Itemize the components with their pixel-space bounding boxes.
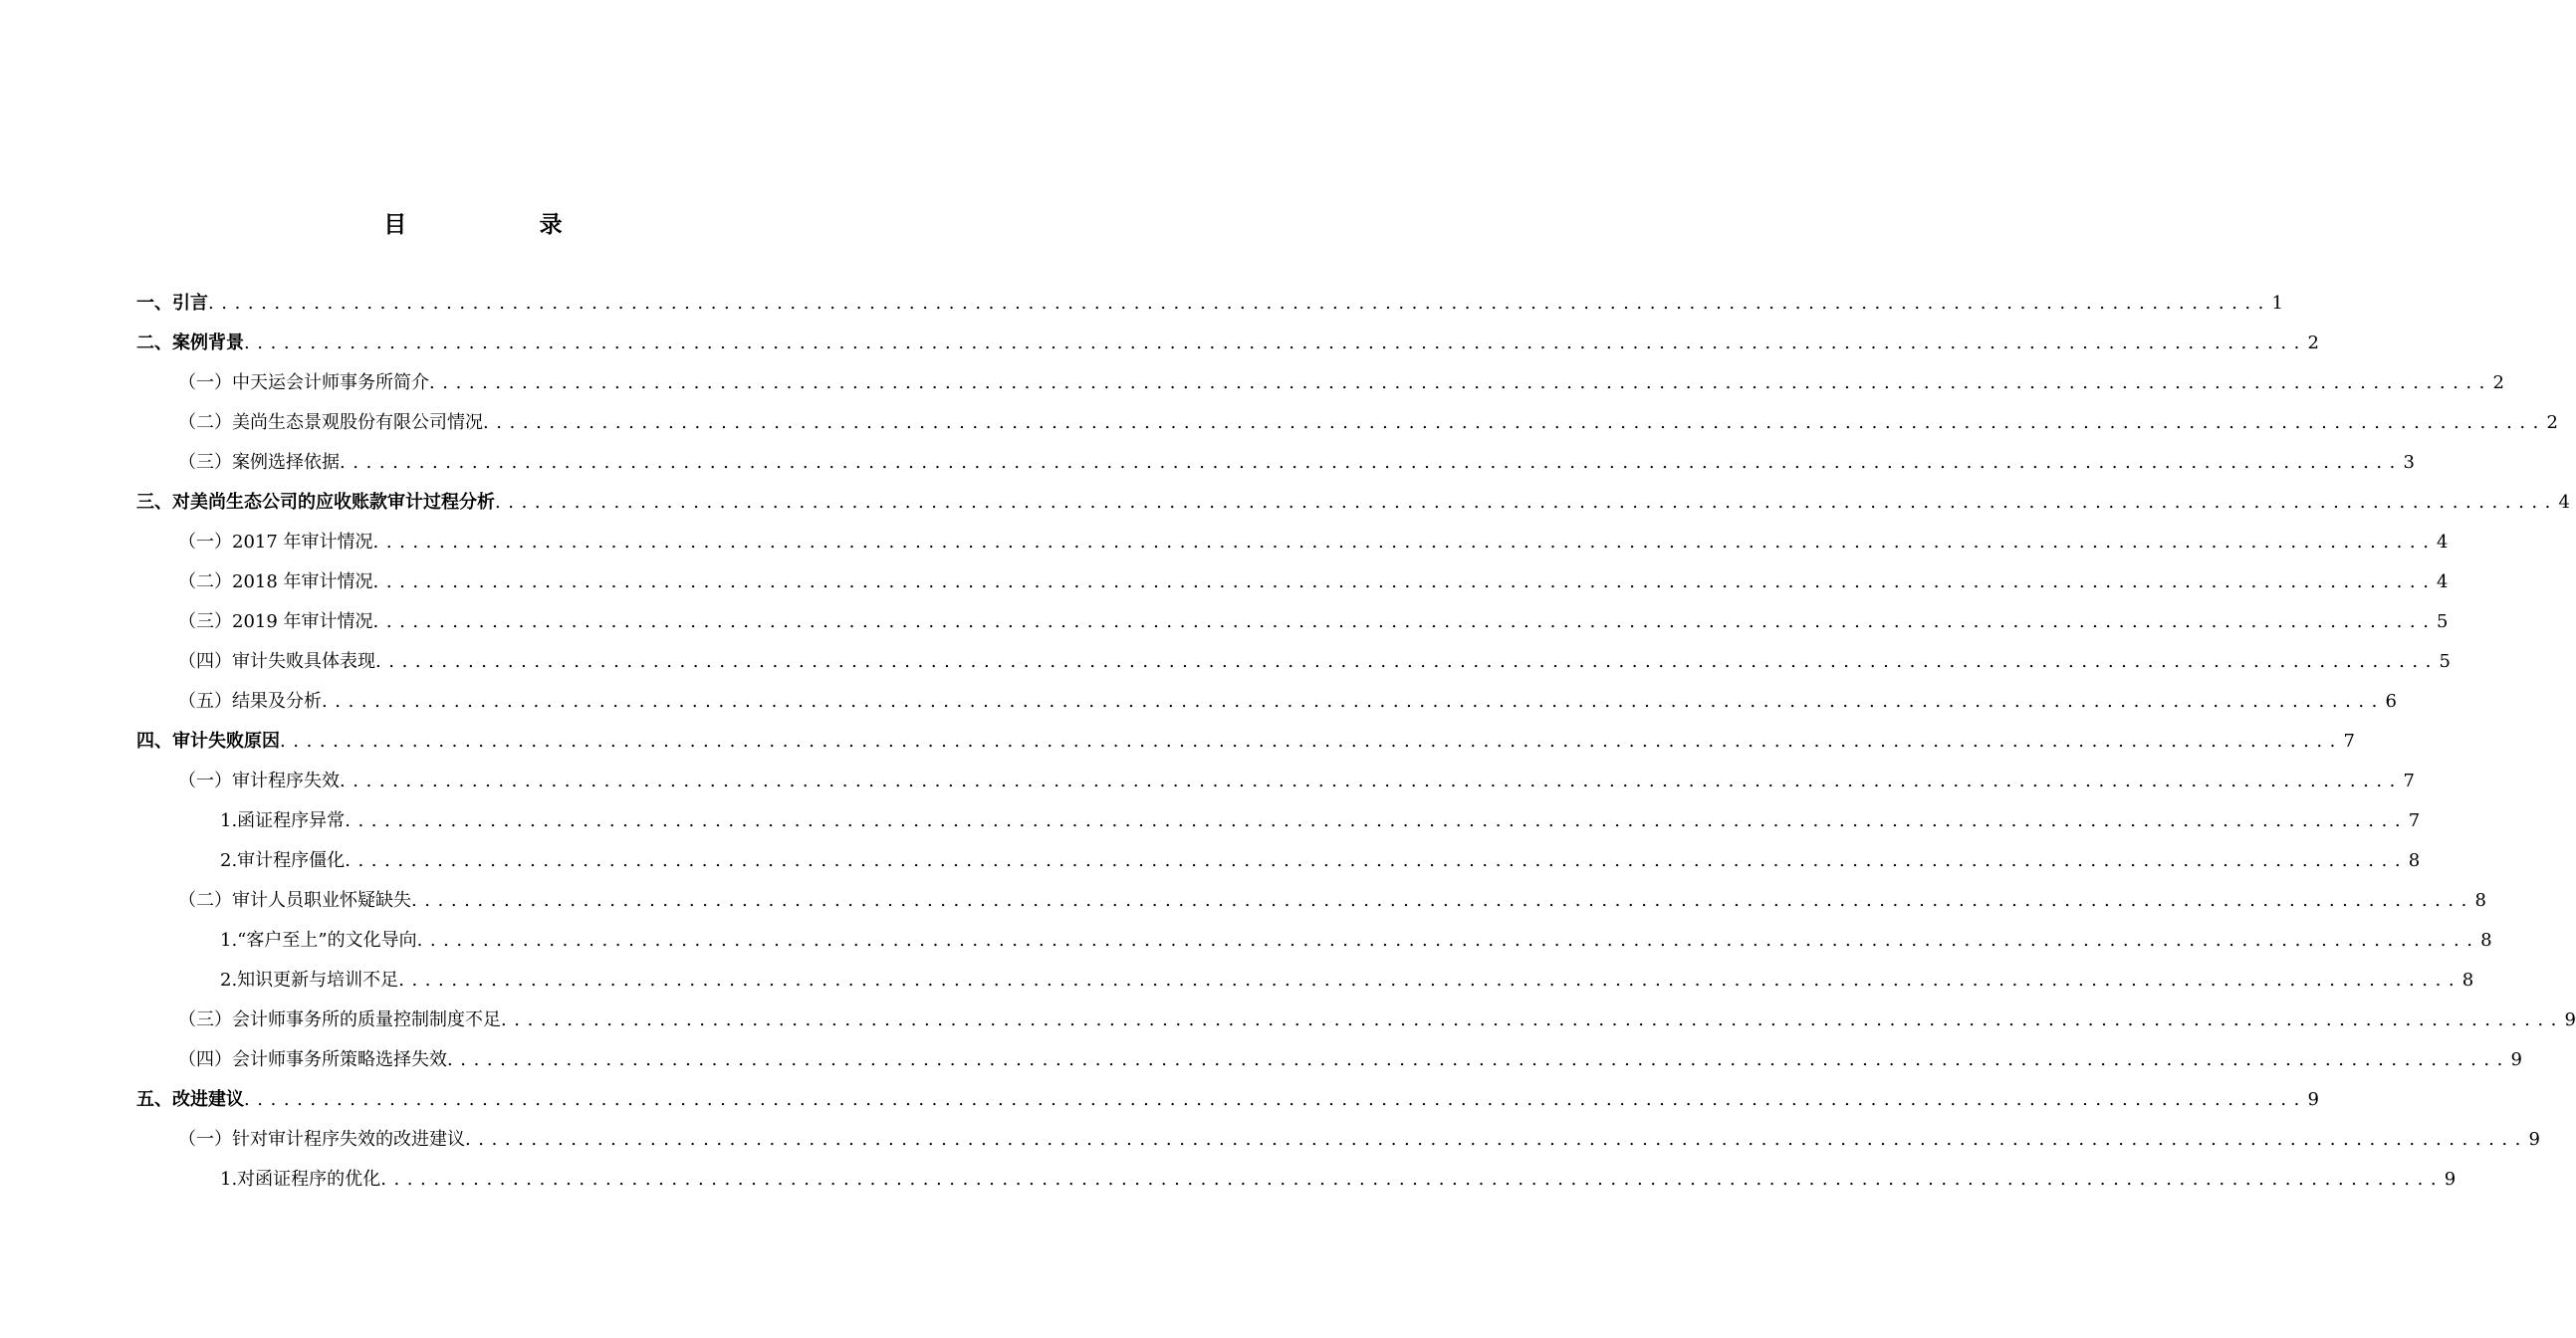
toc-entry-results-analysis[interactable] [178,682,2397,722]
toc-entry-label: （三）2019 年审计情况 [178,611,373,632]
toc-dot-leader: ............................................................................................................................................................ [416,930,2480,951]
toc-page-number: 7 [2343,731,2355,752]
toc-dot-leader: ............................................................................................................................................................ [372,532,2437,553]
toc-dot-leader: ............................................................................................................................................................ [244,333,2307,353]
toc-page-number: 9 [2528,1129,2540,1150]
toc-entry-label: 2.知识更新与培训不足 [220,970,399,991]
toc-page-number: 9 [2307,1089,2319,1110]
toc-entry-case-background[interactable] [136,324,2319,363]
toc-entry-procedure-failure[interactable] [178,762,2415,801]
toc-page-number: 8 [2461,970,2474,991]
toc-page-number: 4 [2437,571,2449,592]
toc-dot-leader: ............................................................................................................................................................ [372,611,2437,632]
toc-entry-label: （二）2018 年审计情况 [178,571,373,592]
toc-page-number: 6 [2385,691,2397,712]
toc-entry-label: （一）审计程序失效 [178,771,340,791]
toc-page-number: 5 [2437,611,2449,632]
toc-dot-leader: ............................................................................................................................................................ [345,850,2409,871]
toc-entry-audit-2017[interactable] [178,523,2449,562]
toc-dot-leader: ............................................................................................................................................................ [340,771,2403,791]
toc-dot-leader: ............................................................................................................................................................ [244,1089,2307,1110]
toc-page-number: 2 [2546,412,2558,433]
toc-dot-leader: ............................................................................................................................................................ [208,293,2271,314]
toc-entry-skepticism-lacking[interactable] [178,881,2486,921]
toc-page-number: 4 [2437,532,2449,553]
toc-page-number: 9 [2564,1009,2576,1030]
toc-entry-company-info[interactable] [178,403,2558,443]
toc-dot-leader: ............................................................................................................................................................ [483,412,2546,433]
toc-page-number: 1 [2271,293,2283,314]
toc-dot-leader: ............................................................................................................................................................ [495,492,2558,513]
toc-entry-strategy-failure[interactable] [178,1040,2522,1080]
toc-entry-label: （二）美尚生态景观股份有限公司情况 [178,412,483,433]
toc-entry-label: （四）会计师事务所策略选择失效 [178,1049,447,1070]
toc-entry-suggestions[interactable] [136,1080,2319,1120]
toc-dot-leader: ............................................................................................................................................................ [465,1129,2528,1150]
toc-dot-leader: ............................................................................................................................................................ [501,1009,2564,1030]
toc-entry-label: 1.函证程序异常 [220,810,346,831]
toc-entry-audit-failure-signs[interactable] [178,642,2451,682]
toc-page-number: 8 [2474,890,2486,911]
toc-page-number: 7 [2408,810,2421,831]
toc-entry-label: （一）中天运会计师事务所简介 [178,372,429,393]
toc-entry-client-first-culture[interactable] [220,921,2492,961]
toc-page-number: 4 [2558,492,2570,513]
toc-page-number: 9 [2510,1049,2522,1070]
toc-dot-leader: ............................................................................................................................................................ [398,970,2462,991]
toc-dot-leader: ............................................................................................................................................................ [380,1169,2445,1190]
toc-entry-audit-2019[interactable] [178,602,2449,642]
toc-page-number: 8 [2408,850,2421,871]
toc-dot-leader: ............................................................................................................................................................ [375,651,2439,672]
toc-page-number: 8 [2480,930,2492,951]
toc-entry-procedure-suggestions[interactable] [178,1120,2540,1160]
toc-entry-audit-process[interactable] [136,483,2570,523]
toc-dot-leader: ............................................................................................................................................................ [372,571,2437,592]
toc-dot-leader: ............................................................................................................................................................ [411,890,2474,911]
toc-entry-label: （四）审计失败具体表现 [178,651,375,672]
toc-dot-leader: ............................................................................................................................................................ [322,691,2385,712]
toc-entry-failure-causes[interactable] [136,722,2355,762]
toc-entry-label: 三、对美尚生态公司的应收账款审计过程分析 [136,492,495,513]
toc-entry-case-basis[interactable] [178,443,2415,483]
toc-entry-training-lacking[interactable] [220,961,2474,1001]
toc-entry-label: （五）结果及分析 [178,691,322,712]
page-title: 目 录 [383,212,617,238]
toc-entry-label: （三）会计师事务所的质量控制制度不足 [178,1009,501,1030]
toc-page-number: 2 [2492,372,2504,393]
toc-entry-label: 四、审计失败原因 [136,731,280,752]
toc-entry-intro[interactable] [136,284,2283,324]
toc-page-number: 3 [2403,452,2415,473]
toc-entry-label: （三）案例选择依据 [178,452,340,473]
toc-page-number: 2 [2307,333,2319,353]
toc-entry-label: （二）审计人员职业怀疑缺失 [178,890,411,911]
toc-page-number: 9 [2444,1169,2457,1190]
toc-dot-leader: ............................................................................................................................................................ [447,1049,2510,1070]
toc-entry-procedure-rigid[interactable] [220,841,2421,881]
toc-entry-firm-intro[interactable] [178,363,2504,403]
toc-entry-label: （一）2017 年审计情况 [178,532,373,553]
toc-dot-leader: ............................................................................................................................................................ [340,452,2403,473]
toc-page-number: 7 [2403,771,2415,791]
toc-entry-label: 1.对函证程序的优化 [220,1169,381,1190]
toc-entry-quality-control[interactable] [178,1001,2576,1040]
toc-entry-label: 二、案例背景 [136,333,244,353]
toc-entry-confirmation-abnormal[interactable] [220,801,2421,841]
toc-page-number: 5 [2439,651,2451,672]
toc-entry-label: 2.审计程序僵化 [220,850,346,871]
toc-dot-leader: ............................................................................................................................................................ [429,372,2492,393]
toc-entry-label: 1.“客户至上”的文化导向 [220,930,417,951]
toc-dot-leader: ............................................................................................................................................................ [280,731,2343,752]
toc-entry-confirmation-optimization[interactable] [220,1160,2457,1200]
toc-entry-label: 五、改进建议 [136,1089,244,1110]
toc-entry-label: 一、引言 [136,293,208,314]
toc-entry-audit-2018[interactable] [178,562,2449,602]
toc-dot-leader: ............................................................................................................................................................ [345,810,2409,831]
toc-entry-label: （一）针对审计程序失效的改进建议 [178,1129,465,1150]
